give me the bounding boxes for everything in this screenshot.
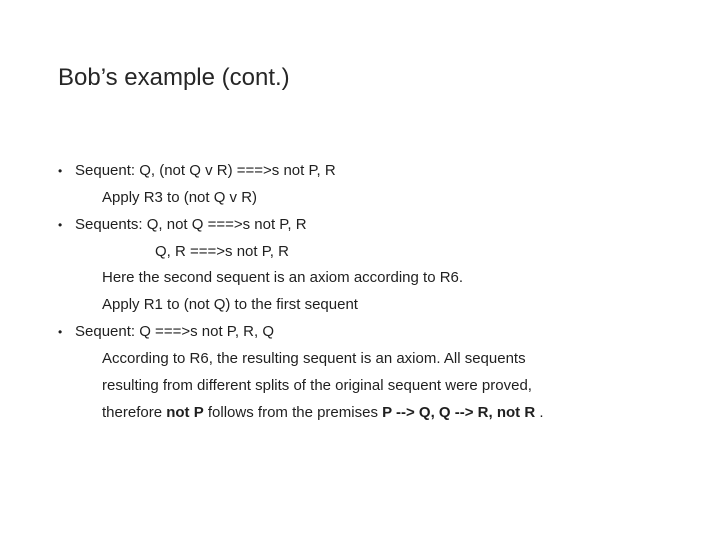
- line-sequent-3: Sequent: Q ===>s not P, R, Q: [75, 323, 275, 340]
- conclusion-middle: follows from the premises: [203, 404, 383, 421]
- line-apply-r1: Apply R1 to (not Q) to the first sequent: [102, 296, 358, 313]
- line-sequent-1: Sequent: Q, (not Q v R) ===>s not P, R: [75, 162, 336, 179]
- slide-title: Bob’s example (cont.): [58, 64, 290, 91]
- conclusion-premises: P --> Q, Q --> R, not R: [382, 404, 536, 421]
- line-apply-r3: Apply R3 to (not Q v R): [102, 189, 258, 206]
- line-according-r6: According to R6, the resulting sequent is an axiom. All sequents: [102, 350, 526, 367]
- line-conclusion: [102, 404, 544, 422]
- bullet-2: •: [58, 218, 63, 232]
- line-resulting-splits: resulting from different splits of the original sequent were proved,: [102, 377, 532, 394]
- line-second-sequent: Q, R ===>s not P, R: [155, 243, 289, 260]
- bullet-3: •: [58, 325, 63, 339]
- line-axiom-r6: Here the second sequent is an axiom according to R6.: [102, 269, 464, 286]
- conclusion-suffix: .: [535, 404, 544, 421]
- line-sequents-2: Sequents: Q, not Q ===>s not P, R: [75, 216, 307, 233]
- conclusion-not-p: not P: [166, 404, 204, 421]
- bullet-1: •: [58, 164, 63, 178]
- conclusion-prefix: therefore: [102, 404, 167, 421]
